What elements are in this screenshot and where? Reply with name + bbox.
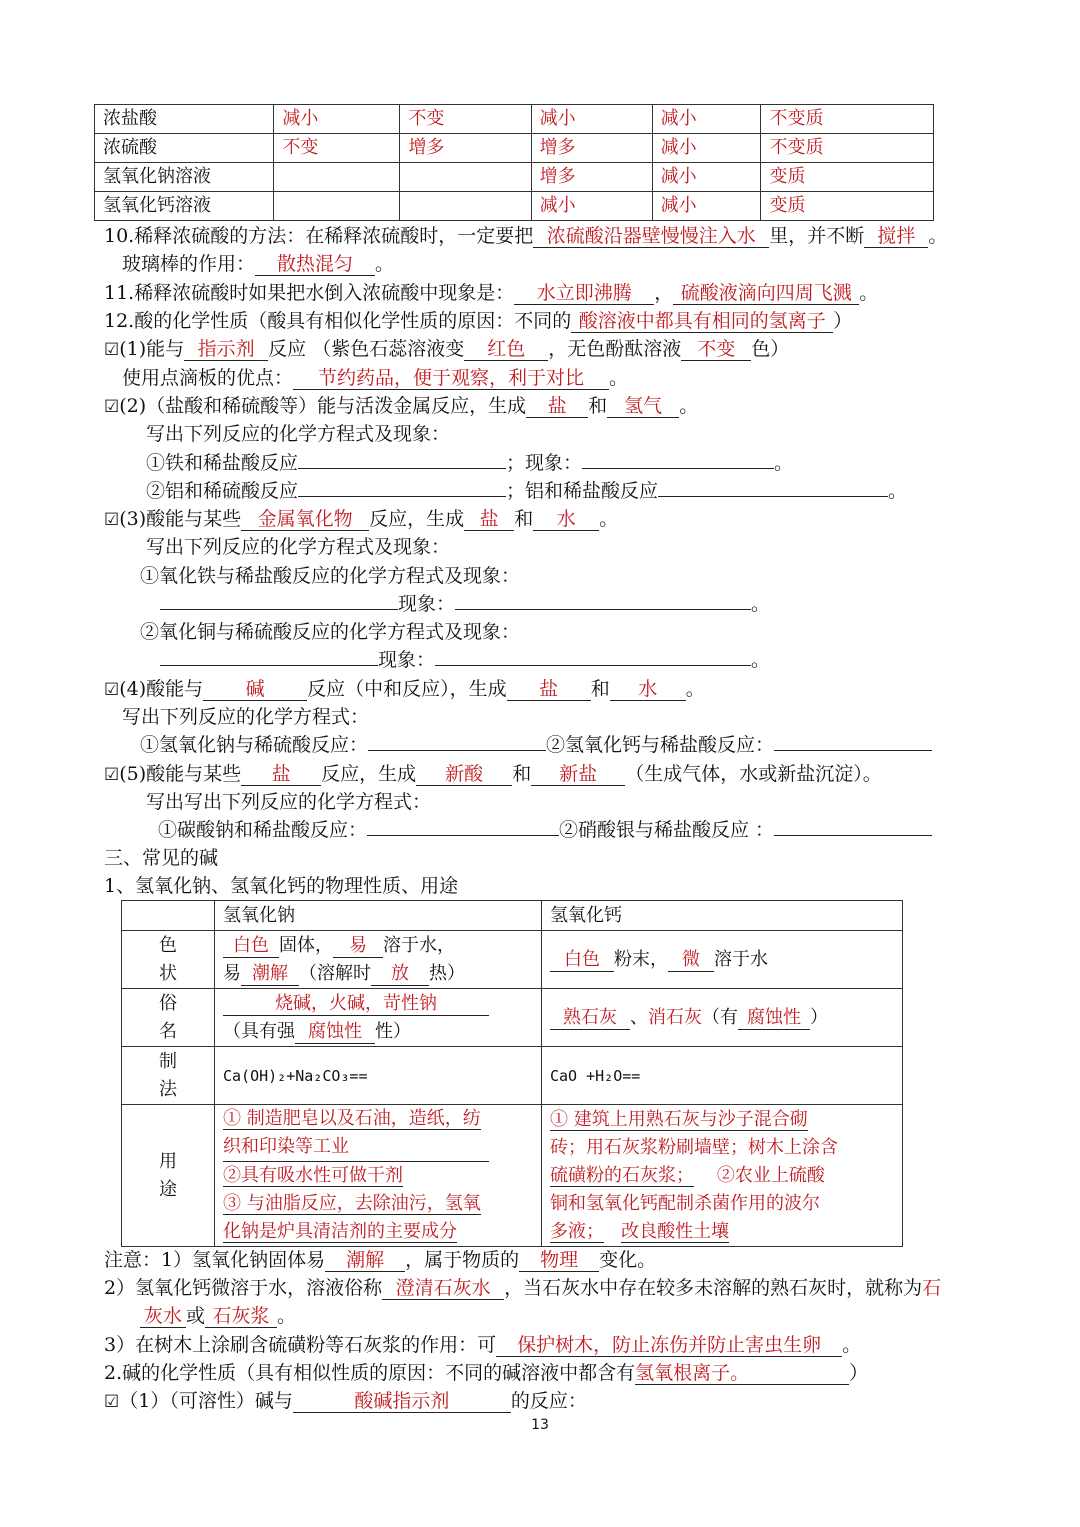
row-label: 浓盐酸 bbox=[95, 105, 274, 134]
table-cell: 减小 bbox=[531, 192, 652, 221]
note-2: 2）氢氧化钙微溶于水，溶液俗称 澄清石灰水 ，当石灰水中存在较多未溶解的熟石灰时，就称为石 bbox=[104, 1277, 942, 1299]
naoh-header: 氢氧化钠 bbox=[215, 901, 542, 931]
checkbox-icon: ☑ bbox=[104, 680, 120, 700]
table-cell: 不变 bbox=[274, 134, 400, 163]
table-cell: 减小 bbox=[652, 134, 761, 163]
caoh2-preparation: CaO +H₂O== bbox=[542, 1047, 903, 1105]
caoh2-header: 氢氧化钙 bbox=[542, 901, 903, 931]
naoh-preparation: Ca(OH)₂+Na₂CO₃== bbox=[215, 1047, 542, 1105]
table-cell: 不变质 bbox=[761, 134, 934, 163]
dropping-plate-advantages: 使用点滴板的优点： 节约药品，便于观察，利于对比 。 bbox=[122, 367, 629, 389]
p3-copper-oxide: ②氧化铜与稀硫酸反应的化学方程式及现象： bbox=[140, 621, 521, 643]
acid-property-4: ☑(4)酸能与 碱 反应（中和反应），生成 盐 和 水 。 bbox=[104, 678, 705, 700]
table-cell: 减小 bbox=[531, 105, 652, 134]
checkbox-icon: ☑ bbox=[104, 510, 120, 530]
base-chem-properties: 2.碱的化学性质（具有相似性质的原因：不同的碱溶液中都含有氢氧根离子。 ） bbox=[104, 1362, 869, 1384]
table-cell bbox=[400, 163, 531, 192]
p5-equations: ①碳酸钠和稀盐酸反应： ②硝酸银与稀盐酸反应 ： bbox=[158, 816, 932, 844]
note-2-cont: 灰水 或 石灰浆 。 bbox=[140, 1302, 296, 1330]
table-cell bbox=[400, 192, 531, 221]
acid-property-2: ☑(2)（盐酸和稀硫酸等）能与活泼金属反应，生成 盐 和 氢气 。 bbox=[104, 395, 699, 417]
table-cell: 减小 bbox=[652, 163, 761, 192]
row-preparation: 制 法 bbox=[122, 1047, 215, 1105]
table-cell bbox=[274, 163, 400, 192]
note-1: 注意：1）氢氧化钠固体易 潮解 ，属于物质的 物理 变化。 bbox=[104, 1249, 657, 1271]
table-cell: 增多 bbox=[400, 134, 531, 163]
caoh2-uses: ① 建筑上用熟石灰与沙子混合砌 砖；用石灰浆粉刷墙壁；树木上涂含 硫磺粉的石灰浆； ②农业上硫酸 铜和氢氧化钙配制杀菌作用的波尔 多液； 改良酸性土壤 bbox=[542, 1105, 903, 1247]
p2-iron-hcl: ①铁和稀盐酸反应 ；现象： 。 bbox=[146, 452, 794, 474]
checkbox-icon: ☑ bbox=[104, 340, 120, 360]
p3-iron-oxide: ①氧化铁与稀盐酸反应的化学方程式及现象： bbox=[140, 565, 521, 587]
checkbox-icon: ☑ bbox=[104, 397, 120, 417]
acid-property-5: ☑(5)酸能与某些 盐 反应，生成 新酸 和 新盐 （生成气体，水或新盐沉淀）。 bbox=[104, 763, 882, 785]
table-cell: 增多 bbox=[531, 163, 652, 192]
naoh-common-name: 烧碱，火碱，苛性钠 （具有强 腐蚀性 性） bbox=[215, 989, 542, 1047]
table-cell: 不变质 bbox=[761, 105, 934, 134]
table-cell bbox=[274, 192, 400, 221]
p3-instruction: 写出下列反应的化学方程式及现象： bbox=[146, 536, 451, 558]
section-3-subtitle: 1、氢氧化钠、氢氧化钙的物理性质、用途 bbox=[104, 875, 459, 897]
note-3: 3）在树木上涂刷含硫磺粉等石灰浆的作用：可 保护树木，防止冻伤并防止害虫生卵 。 bbox=[104, 1334, 862, 1356]
q11-line: 11.稀释浓硫酸时如果把水倒入浓硫酸中现象是： 水立即沸腾 ， 硫酸液滴向四周飞溅 。 bbox=[104, 282, 879, 304]
q10-glass-rod: 玻璃棒的作用： 散热混匀 。 bbox=[122, 253, 395, 275]
p3-iron-oxide-answer: 现象： 。 bbox=[160, 590, 770, 618]
table-cell: 增多 bbox=[531, 134, 652, 163]
acid-property-3: ☑(3)酸能与某些 金属氧化物 反应，生成 盐 和 水 。 bbox=[104, 508, 619, 530]
row-uses: 用 途 bbox=[122, 1105, 215, 1247]
section-3-title: 三、常见的碱 bbox=[104, 847, 219, 869]
table-row bbox=[95, 105, 934, 134]
caoh2-color-state: 白色 粉末， 微 溶于水 bbox=[542, 931, 903, 989]
acid-property-1: ☑(1)能与 指示剂 反应 （紫色石蕊溶液变 红色 ，无色酚酞溶液 不变 色） bbox=[104, 338, 790, 360]
caoh2-common-name: 熟石灰 、消石灰（有 腐蚀性 ） bbox=[542, 989, 903, 1047]
p3-copper-oxide-answer: 现象： 。 bbox=[160, 646, 770, 674]
table-cell: 变质 bbox=[761, 163, 934, 192]
table-cell: 减小 bbox=[652, 192, 761, 221]
naoh-color-state: 白色 固体， 易 溶于水， 易 潮解 （溶解时 放 热） bbox=[215, 931, 542, 989]
table-row bbox=[95, 192, 934, 221]
q12-line: 12.酸的化学性质（酸具有相似化学性质的原因：不同的 酸溶液中都具有相同的氢离子 ） bbox=[104, 310, 853, 332]
table-cell: 减小 bbox=[274, 105, 400, 134]
checkbox-icon: ☑ bbox=[104, 1392, 120, 1412]
row-label: 氢氧化钠溶液 bbox=[95, 163, 274, 192]
p2-aluminum: ②铝和稀硫酸反应 ；铝和稀盐酸反应 。 bbox=[146, 480, 908, 502]
table-cell: 不变 bbox=[400, 105, 531, 134]
row-label: 浓硫酸 bbox=[95, 134, 274, 163]
row-common-name: 俗 名 bbox=[122, 989, 215, 1047]
naoh-uses: ① 制造肥皂以及石油，造纸，纺 织和印染等工业 ②具有吸水性可做干剂 ③ 与油脂反应，去除油污，氢氧 化钠是炉具清洁剂的主要成分 bbox=[215, 1105, 542, 1247]
checkbox-icon: ☑ bbox=[104, 765, 120, 785]
p5-instruction: 写出写出下列反应的化学方程式： bbox=[146, 791, 432, 813]
row-color-state: 色 状 bbox=[122, 931, 215, 989]
table-row bbox=[95, 163, 934, 192]
p4-equations: ①氢氧化钠与稀硫酸反应： ②氢氧化钙与稀盐酸反应： bbox=[140, 731, 932, 759]
table-row bbox=[95, 134, 934, 163]
base-property-1: ☑（1）（可溶性）碱与 酸碱指示剂 的反应： bbox=[104, 1390, 587, 1412]
base-properties-table bbox=[121, 900, 903, 1247]
p2-instruction: 写出下列反应的化学方程式及现象： bbox=[146, 423, 451, 445]
q10-line: 10.稀释浓硫酸的方法：在稀释浓硫酸时，一定要把 浓硫酸沿器壁慢慢注入水 里，并不断 搅拌 。 bbox=[104, 225, 948, 247]
page-number: 13 bbox=[531, 1417, 549, 1433]
p4-instruction: 写出下列反应的化学方程式： bbox=[122, 706, 370, 728]
row-label: 氢氧化钙溶液 bbox=[95, 192, 274, 221]
acid-properties-table bbox=[94, 104, 934, 221]
table-cell: 变质 bbox=[761, 192, 934, 221]
table-cell: 减小 bbox=[652, 105, 761, 134]
